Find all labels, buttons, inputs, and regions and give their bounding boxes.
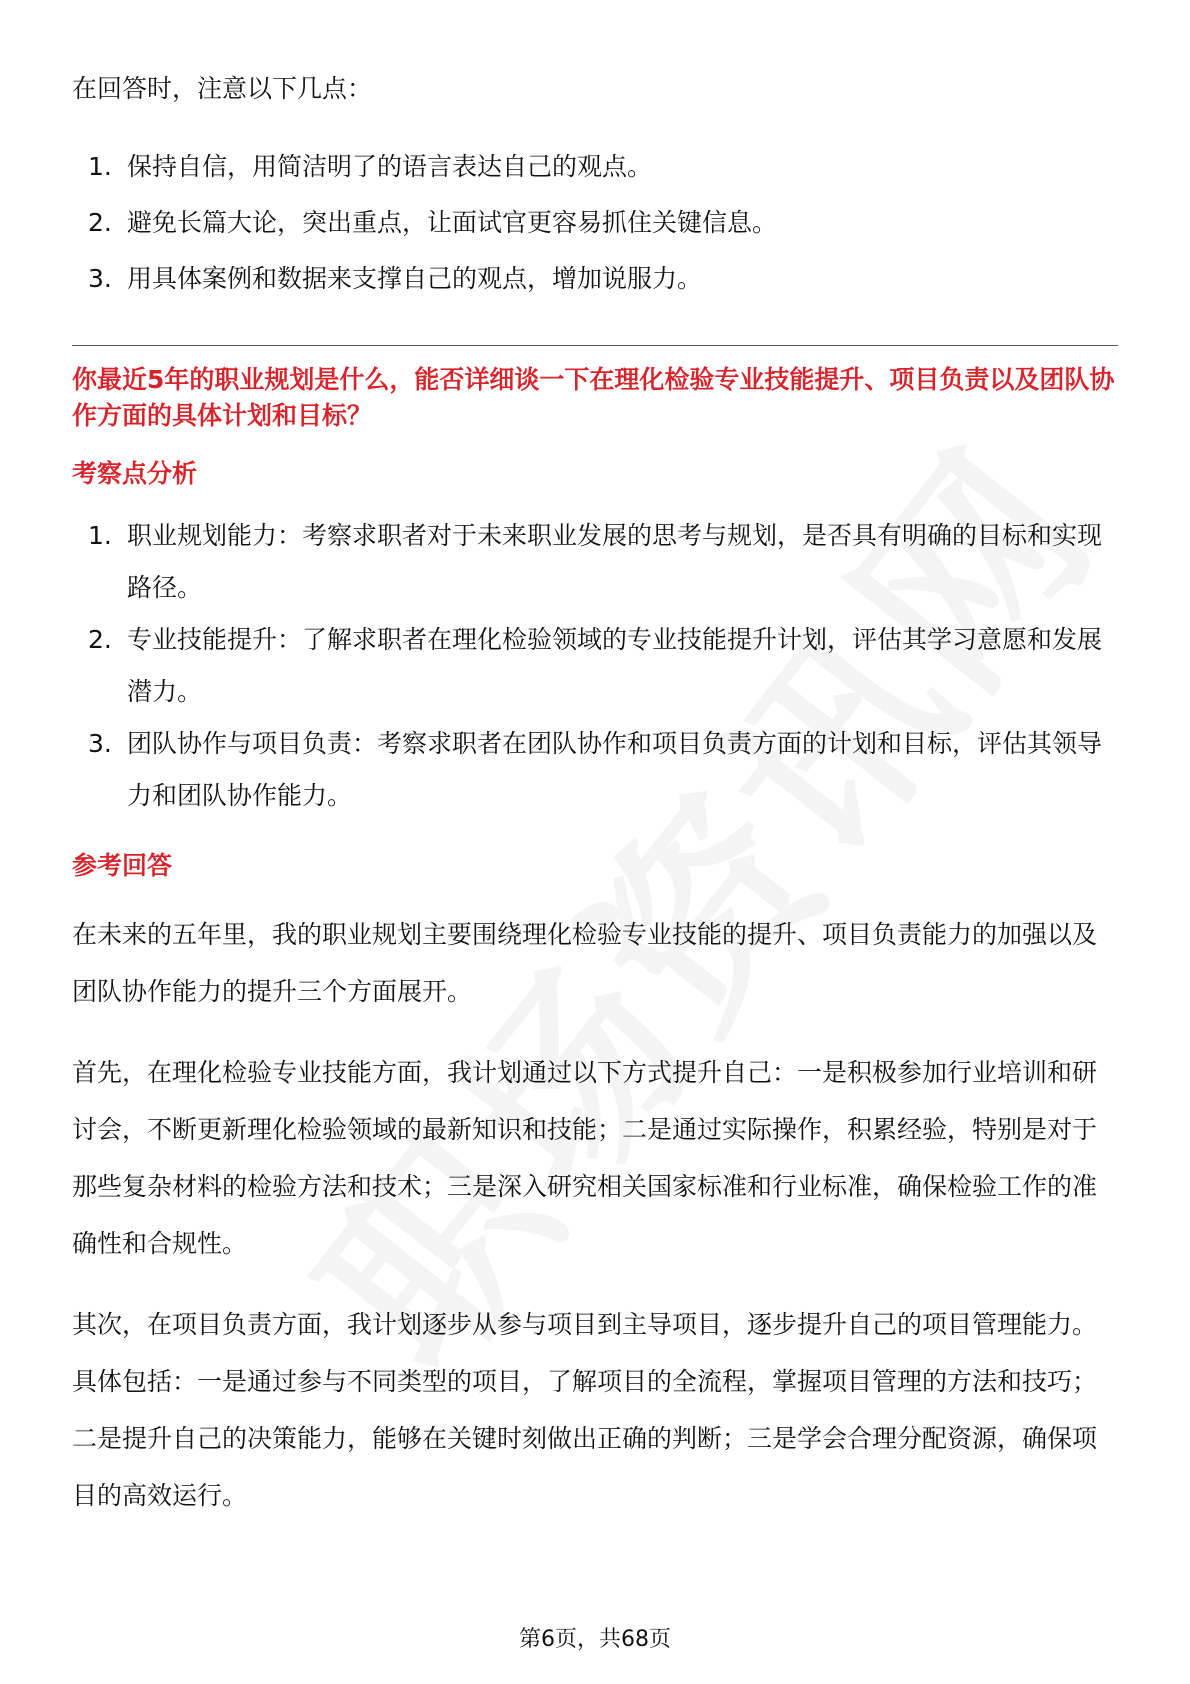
list-text: 专业技能提升：了解求职者在理化检验领域的专业技能提升计划，评估其学习意愿和发展潜力。 [127,625,1103,706]
list-number: 3. [88,729,112,758]
page-number: 第6页，共68页 [519,1627,671,1652]
list-item [72,251,1118,307]
page-content [72,60,1118,1548]
list-number: 2. [88,625,112,654]
list-item [72,614,1118,718]
intro-text: 在回答时，注意以下几点： [72,74,373,103]
list-text: 用具体案例和数据来支撑自己的观点，增加说服力。 [127,264,703,293]
question-heading: 你最近5年的职业规划是什么，能否详细谈一下在理化检验专业技能提升、项目负责以及团队协作方面的具体计划和目标？ [72,365,1115,430]
list-number: 3. [88,264,112,293]
list-number: 1. [88,152,112,181]
analysis-list [72,510,1118,822]
answer-paragraph: 在未来的五年里，我的职业规划主要围绕理化检验专业技能的提升、项目负责能力的加强以及团队协作能力的提升三个方面展开。 [72,920,1098,1006]
list-item [72,195,1118,251]
list-text: 避免长篇大论，突出重点，让面试官更容易抓住关键信息。 [127,208,778,237]
answer-title: 参考回答 [72,851,173,880]
answer-paragraph: 首先，在理化检验专业技能方面，我计划通过以下方式提升自己：一是积极参加行业培训和研讨会，不断更新理化检验领域的最新知识和技能；二是通过实际操作，积累经验，特别是对于那些复杂材料的检验方法和技术；三是深入研究相关国家标准和行业标准，确保检验工作的准确性和合规性。 [72,1058,1098,1258]
tips-list [72,139,1118,307]
list-text: 保持自信，用简洁明了的语言表达自己的观点。 [127,152,653,181]
list-text: 团队协作与项目负责：考察求职者在团队协作和项目负责方面的计划和目标，评估其领导力和团队协作能力。 [127,729,1103,810]
section-divider [72,345,1118,346]
answer-paragraph: 其次，在项目负责方面，我计划逐步从参与项目到主导项目，逐步提升自己的项目管理能力。具体包括：一是通过参与不同类型的项目，了解项目的全流程，掌握项目管理的方法和技巧；二是提升自己的决策能力，能够在关键时刻做出正确的判断；三是学会合理分配资源，确保项目的高效运行。 [72,1310,1098,1510]
list-item [72,718,1118,822]
analysis-title: 考察点分析 [72,459,198,488]
list-item [72,139,1118,195]
list-item [72,510,1118,614]
list-text: 职业规划能力：考察求职者对于未来职业发展的思考与规划，是否具有明确的目标和实现路径。 [127,521,1103,602]
list-number: 2. [88,208,112,237]
list-number: 1. [88,521,112,550]
